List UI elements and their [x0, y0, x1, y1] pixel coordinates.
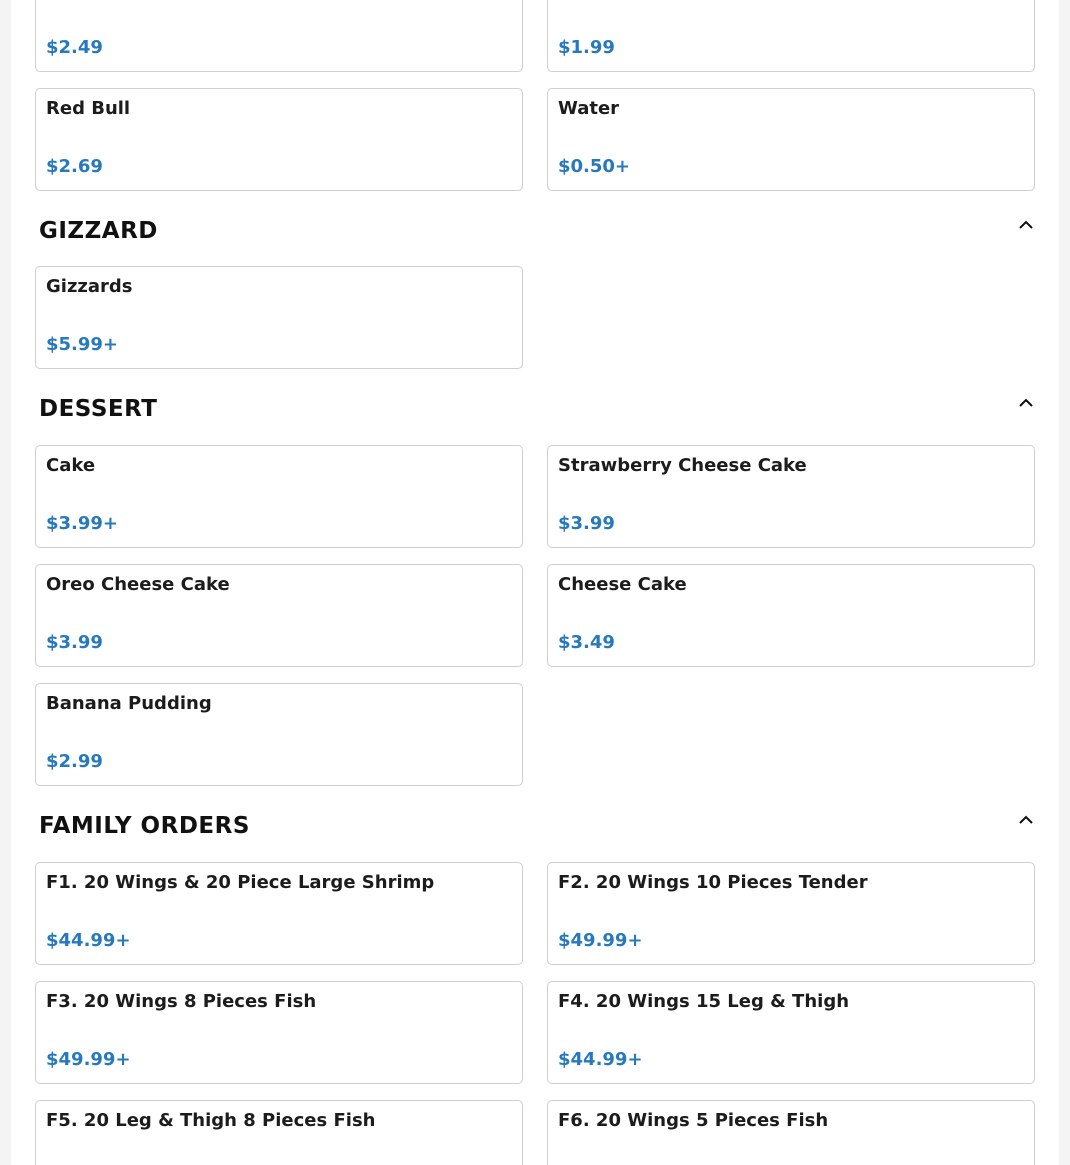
menu-item-price: $49.99+	[46, 1049, 131, 1070]
menu-item-name: Strawberry Cheese Cake	[558, 455, 807, 476]
menu-item-price: $0.50+	[558, 156, 631, 177]
menu-item-name: Gizzards	[46, 276, 133, 297]
menu-item-price: $2.49	[46, 37, 103, 58]
menu-item-card[interactable]	[547, 1100, 1035, 1165]
menu-item-name: F4. 20 Wings 15 Leg & Thigh	[558, 991, 850, 1012]
menu-item-price: $3.99+	[46, 513, 119, 534]
menu-item-card[interactable]	[35, 266, 523, 369]
section-title-gizzard: GIZZARD	[39, 218, 158, 244]
menu-item-card[interactable]	[547, 88, 1035, 191]
chevron-up-icon[interactable]	[1017, 811, 1035, 829]
menu-item-price: $1.99	[558, 37, 615, 58]
menu-item-price: $49.99+	[558, 930, 643, 951]
menu-item-card[interactable]	[35, 445, 523, 548]
chevron-up-icon[interactable]	[1017, 394, 1035, 412]
menu-item-name: F6. 20 Wings 5 Pieces Fish	[558, 1110, 829, 1131]
menu-item-name: Oreo Cheese Cake	[46, 574, 230, 595]
menu-item-card[interactable]	[547, 862, 1035, 965]
menu-page	[11, 0, 1059, 1165]
menu-item-card[interactable]	[35, 1100, 523, 1165]
menu-item-price: $2.99	[46, 751, 103, 772]
menu-item-card[interactable]	[35, 564, 523, 667]
menu-item-price: $5.99+	[46, 334, 119, 355]
menu-item-name: F3. 20 Wings 8 Pieces Fish	[46, 991, 317, 1012]
menu-item-name: F1. 20 Wings & 20 Piece Large Shrimp	[46, 872, 435, 893]
menu-item-price: $3.99	[558, 513, 615, 534]
menu-item-name: Cake	[46, 455, 96, 476]
menu-item-name: Red Bull	[46, 98, 131, 119]
menu-item-name: Water	[558, 98, 620, 119]
menu-item-name: F2. 20 Wings 10 Pieces Tender	[558, 872, 868, 893]
menu-item-card[interactable]	[35, 862, 523, 965]
menu-item-price: $3.49	[558, 632, 615, 653]
section-title-family-orders: FAMILY ORDERS	[39, 813, 250, 839]
chevron-up-icon[interactable]	[1017, 216, 1035, 234]
menu-item-card[interactable]	[547, 0, 1035, 72]
menu-item-name: Banana Pudding	[46, 693, 212, 714]
menu-item-card[interactable]	[35, 683, 523, 786]
section-title-dessert: DESSERT	[39, 396, 158, 422]
menu-item-price: $44.99+	[558, 1049, 643, 1070]
menu-item-card[interactable]	[35, 981, 523, 1084]
menu-item-price: $2.69	[46, 156, 103, 177]
menu-item-card[interactable]	[35, 0, 523, 72]
menu-item-card[interactable]	[547, 564, 1035, 667]
menu-item-price: $3.99	[46, 632, 103, 653]
menu-item-card[interactable]	[547, 445, 1035, 548]
menu-item-name: F5. 20 Leg & Thigh 8 Pieces Fish	[46, 1110, 376, 1131]
menu-item-card[interactable]	[35, 88, 523, 191]
menu-item-price: $44.99+	[46, 930, 131, 951]
menu-item-name: Cheese Cake	[558, 574, 687, 595]
menu-item-card[interactable]	[547, 981, 1035, 1084]
